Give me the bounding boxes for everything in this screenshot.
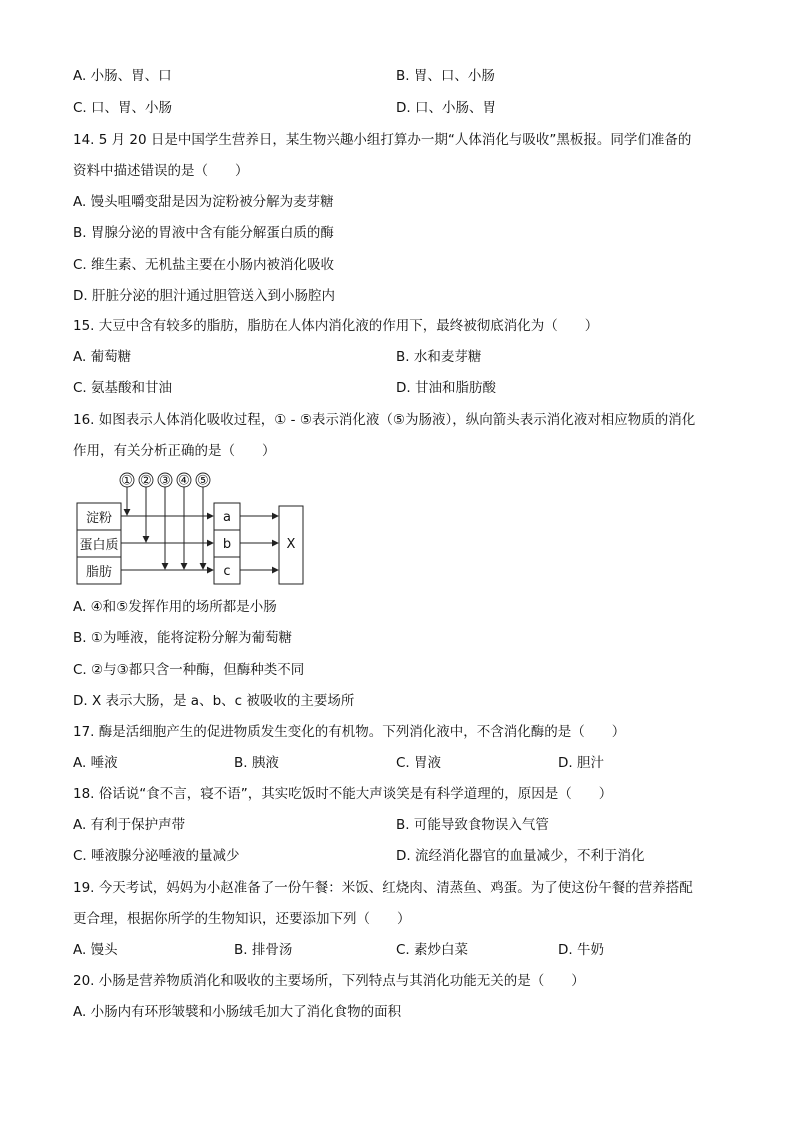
juice-label-3: ③ (159, 473, 171, 489)
q16-stem-line2: 作用，有关分析正确的是（ ） (73, 443, 276, 459)
juice-label-4: ④ (178, 473, 190, 489)
juice-label-2: ② (140, 473, 152, 489)
q17-option-a: A. 唾液 (73, 755, 118, 771)
q19-stem-line2: 更合理，根据你所学的生物知识，还要添加下列（ ） (73, 911, 411, 927)
q14-option-b: B. 胃腺分泌的胃液中含有能分解蛋白质的酶 (73, 225, 334, 241)
q15-option-c: C. 氨基酸和甘油 (73, 380, 173, 396)
q16-option-d: D. X 表示大肠，是 a、b、c 被吸收的主要场所 (73, 693, 355, 709)
digestion-diagram (72, 468, 312, 590)
q16-stem-line1: 16. 如图表示人体消化吸收过程，① - ⑤表示消化液（⑤为肠液），纵向箭头表示消化液对相应物质的消化 (73, 412, 696, 428)
q18-stem: 18. 俗话说“食不言，寝不语”，其实吃饭时不能大声谈笑是有科学道理的，原因是（ ） (73, 786, 613, 802)
q19-option-d: D. 牛奶 (558, 942, 604, 958)
q15-option-a: A. 葡萄糖 (73, 349, 132, 365)
q18-option-b: B. 可能导致食物误入气管 (396, 817, 549, 833)
starch-label: 淀粉 (85, 511, 113, 526)
q17-option-c: C. 胃液 (396, 755, 442, 771)
q15-option-d: D. 甘油和脂肪酸 (396, 380, 496, 396)
q15-stem: 15. 大豆中含有较多的脂肪，脂肪在人体内消化液的作用下，最终被彻底消化为（ ） (73, 318, 599, 334)
q14-stem-line1: 14. 5 月 20 日是中国学生营养日，某生物兴趣小组打算办一期“人体消化与吸收”黑板报。同学们准备的 (73, 132, 692, 148)
q14-stem-line2: 资料中描述错误的是（ ） (73, 163, 249, 179)
q17-stem: 17. 酶是活细胞产生的促进物质发生变化的有机物。下列消化液中，不含消化酶的是（ ） (73, 724, 626, 740)
q17-option-b: B. 胰液 (234, 755, 279, 771)
q14-option-d: D. 肝脏分泌的胆汁通过胆管送入到小肠腔内 (73, 288, 335, 304)
q18-option-d: D. 流经消化器官的血量减少，不利于消化 (396, 848, 645, 864)
juice-labels (120, 473, 210, 489)
q15-option-b: B. 水和麦芽糖 (396, 349, 482, 365)
q18-option-a: A. 有利于保护声带 (73, 817, 186, 833)
q16-option-b: B. ①为唾液，能将淀粉分解为葡萄糖 (73, 630, 292, 646)
x-label: X (286, 537, 296, 552)
q16-option-c: C. ②与③都只含一种酶，但酶种类不同 (73, 662, 305, 678)
q19-stem-line1: 19. 今天考试，妈妈为小赵准备了一份午餐：米饭、红烧肉、清蒸鱼、鸡蛋。为了使这份午餐的营养搭配 (73, 880, 693, 896)
q19-option-b: B. 排骨汤 (234, 942, 293, 958)
q18-option-c: C. 唾液腺分泌唾液的量减少 (73, 848, 240, 864)
q16-option-a: A. ④和⑤发挥作用的场所都是小肠 (73, 599, 277, 615)
q20-option-a: A. 小肠内有环形皱襞和小肠绒毛加大了消化食物的面积 (73, 1004, 402, 1020)
q19-option-a: A. 馒头 (73, 942, 118, 958)
juice-label-5: ⑤ (197, 473, 209, 489)
q13-option-a: A. 小肠、胃、口 (73, 68, 172, 84)
q13-option-c: C. 口、胃、小肠 (73, 100, 173, 116)
q17-option-d: D. 胆汁 (558, 755, 604, 771)
juice-label-1: ① (121, 473, 133, 489)
q13-option-d: D. 口、小肠、胃 (396, 100, 496, 116)
product-b-label: b (222, 537, 232, 552)
q20-stem: 20. 小肠是营养物质消化和吸收的主要场所，下列特点与其消化功能无关的是（ ） (73, 973, 585, 989)
q14-option-c: C. 维生素、无机盐主要在小肠内被消化吸收 (73, 257, 335, 273)
q14-option-a: A. 馒头咀嚼变甜是因为淀粉被分解为麦芽糖 (73, 194, 334, 210)
q19-option-c: C. 素炒白菜 (396, 942, 469, 958)
product-a-label: a (223, 510, 231, 525)
protein-label: 蛋白质 (79, 538, 119, 553)
q13-option-b: B. 胃、口、小肠 (396, 68, 495, 84)
fat-label: 脂肪 (85, 565, 113, 580)
product-c-label: c (223, 564, 231, 579)
